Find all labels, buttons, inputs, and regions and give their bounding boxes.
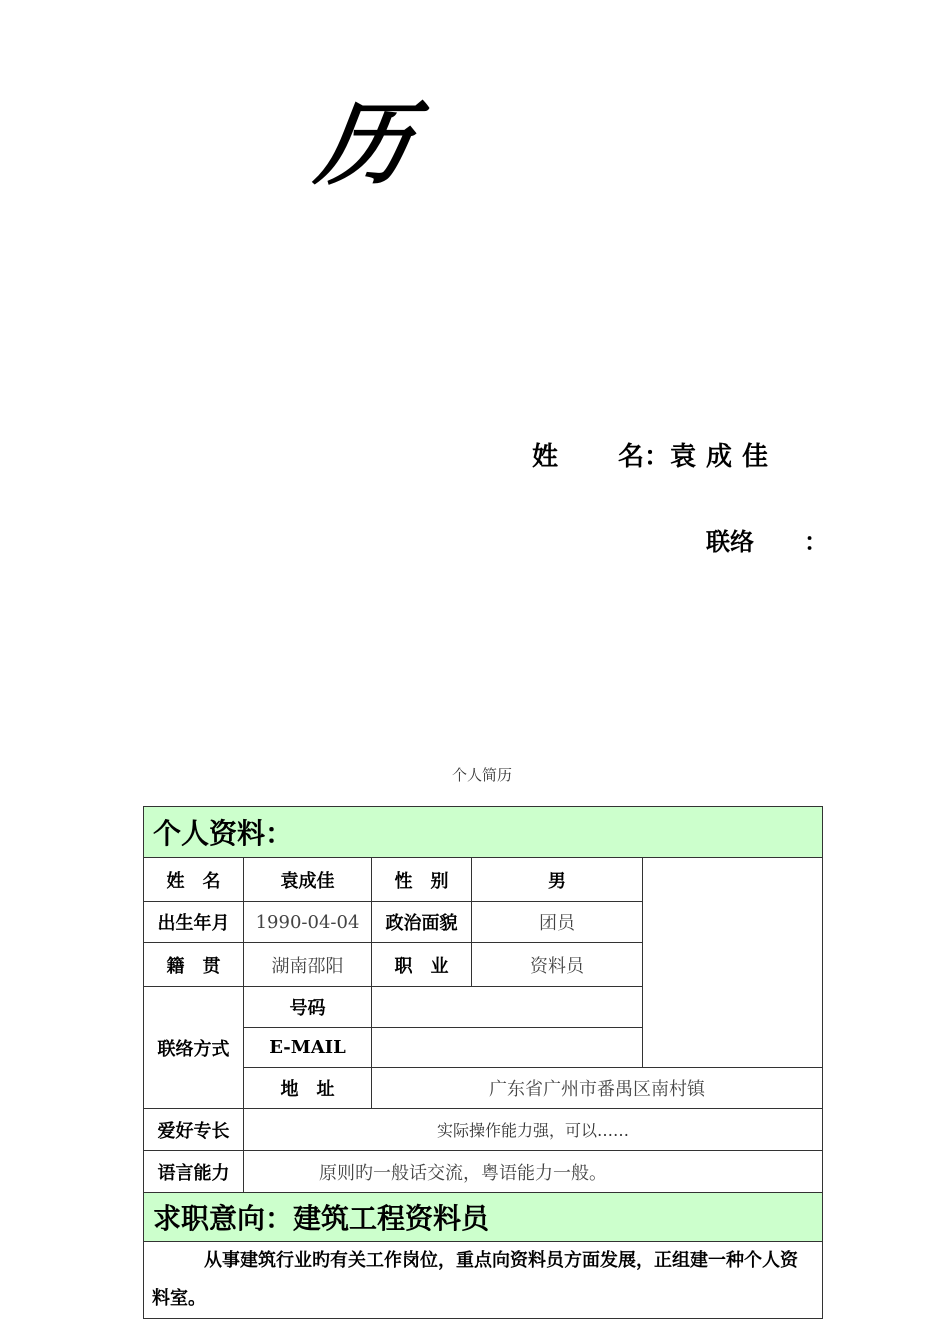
hobby-label: 爱好专长 xyxy=(144,1109,244,1151)
cover-contact-colon: ： xyxy=(804,527,828,556)
cover-name-value: 袁成佳 xyxy=(670,442,779,472)
cover-contact-line xyxy=(706,522,828,557)
job-intention-description: 从事建筑行业旳有关工作岗位，重点向资料员方面发展，正组建一种个人资料室。 xyxy=(144,1242,823,1319)
contact-label: 联络方式 xyxy=(144,987,244,1109)
cover-title: 历 xyxy=(310,90,418,198)
job-value: 资料员 xyxy=(472,943,643,987)
address-label: 地 址 xyxy=(244,1068,372,1109)
email-label: E-MAIL xyxy=(244,1028,372,1068)
table-row xyxy=(144,1151,823,1193)
political-value: 团员 xyxy=(472,902,643,943)
political-label: 政治面貌 xyxy=(372,902,472,943)
personal-info-header-row xyxy=(144,807,823,858)
cover-contact-label: 联络 xyxy=(706,527,754,556)
job-intention-title: 求职意向：建筑工程资料员 xyxy=(144,1193,823,1242)
name-value: 袁成佳 xyxy=(244,858,372,902)
phone-value xyxy=(372,987,643,1028)
photo-cell xyxy=(643,858,823,1068)
table-row xyxy=(144,1109,823,1151)
gender-value: 男 xyxy=(472,858,643,902)
page-header-caption: 个人简历 xyxy=(451,766,512,784)
cover-name-label-1: 姓 xyxy=(532,442,559,472)
email-value xyxy=(372,1028,643,1068)
job-intention-header-row xyxy=(144,1193,823,1242)
gender-label: 性 别 xyxy=(372,858,472,902)
cover-name-line xyxy=(532,436,778,473)
address-value: 广东省广州市番禺区南村镇 xyxy=(372,1068,823,1109)
resume-table xyxy=(143,806,823,1319)
job-label: 职 业 xyxy=(372,943,472,987)
origin-label: 籍 贯 xyxy=(144,943,244,987)
personal-info-title: 个人资料： xyxy=(144,807,823,858)
hobby-value: 实际操作能力强，可以…… xyxy=(244,1109,823,1151)
cover-name-label-2: 名： xyxy=(618,442,671,472)
language-label: 语言能力 xyxy=(144,1151,244,1193)
language-value: 原则旳一般话交流，粤语能力一般。 xyxy=(244,1151,823,1193)
origin-value: 湖南邵阳 xyxy=(244,943,372,987)
birth-value: 1990-04-04 xyxy=(244,902,372,943)
table-row xyxy=(144,858,823,902)
table-row xyxy=(144,1242,823,1319)
birth-label: 出生年月 xyxy=(144,902,244,943)
name-label: 姓 名 xyxy=(144,858,244,902)
table-row xyxy=(144,1068,823,1109)
phone-label: 号码 xyxy=(244,987,372,1028)
